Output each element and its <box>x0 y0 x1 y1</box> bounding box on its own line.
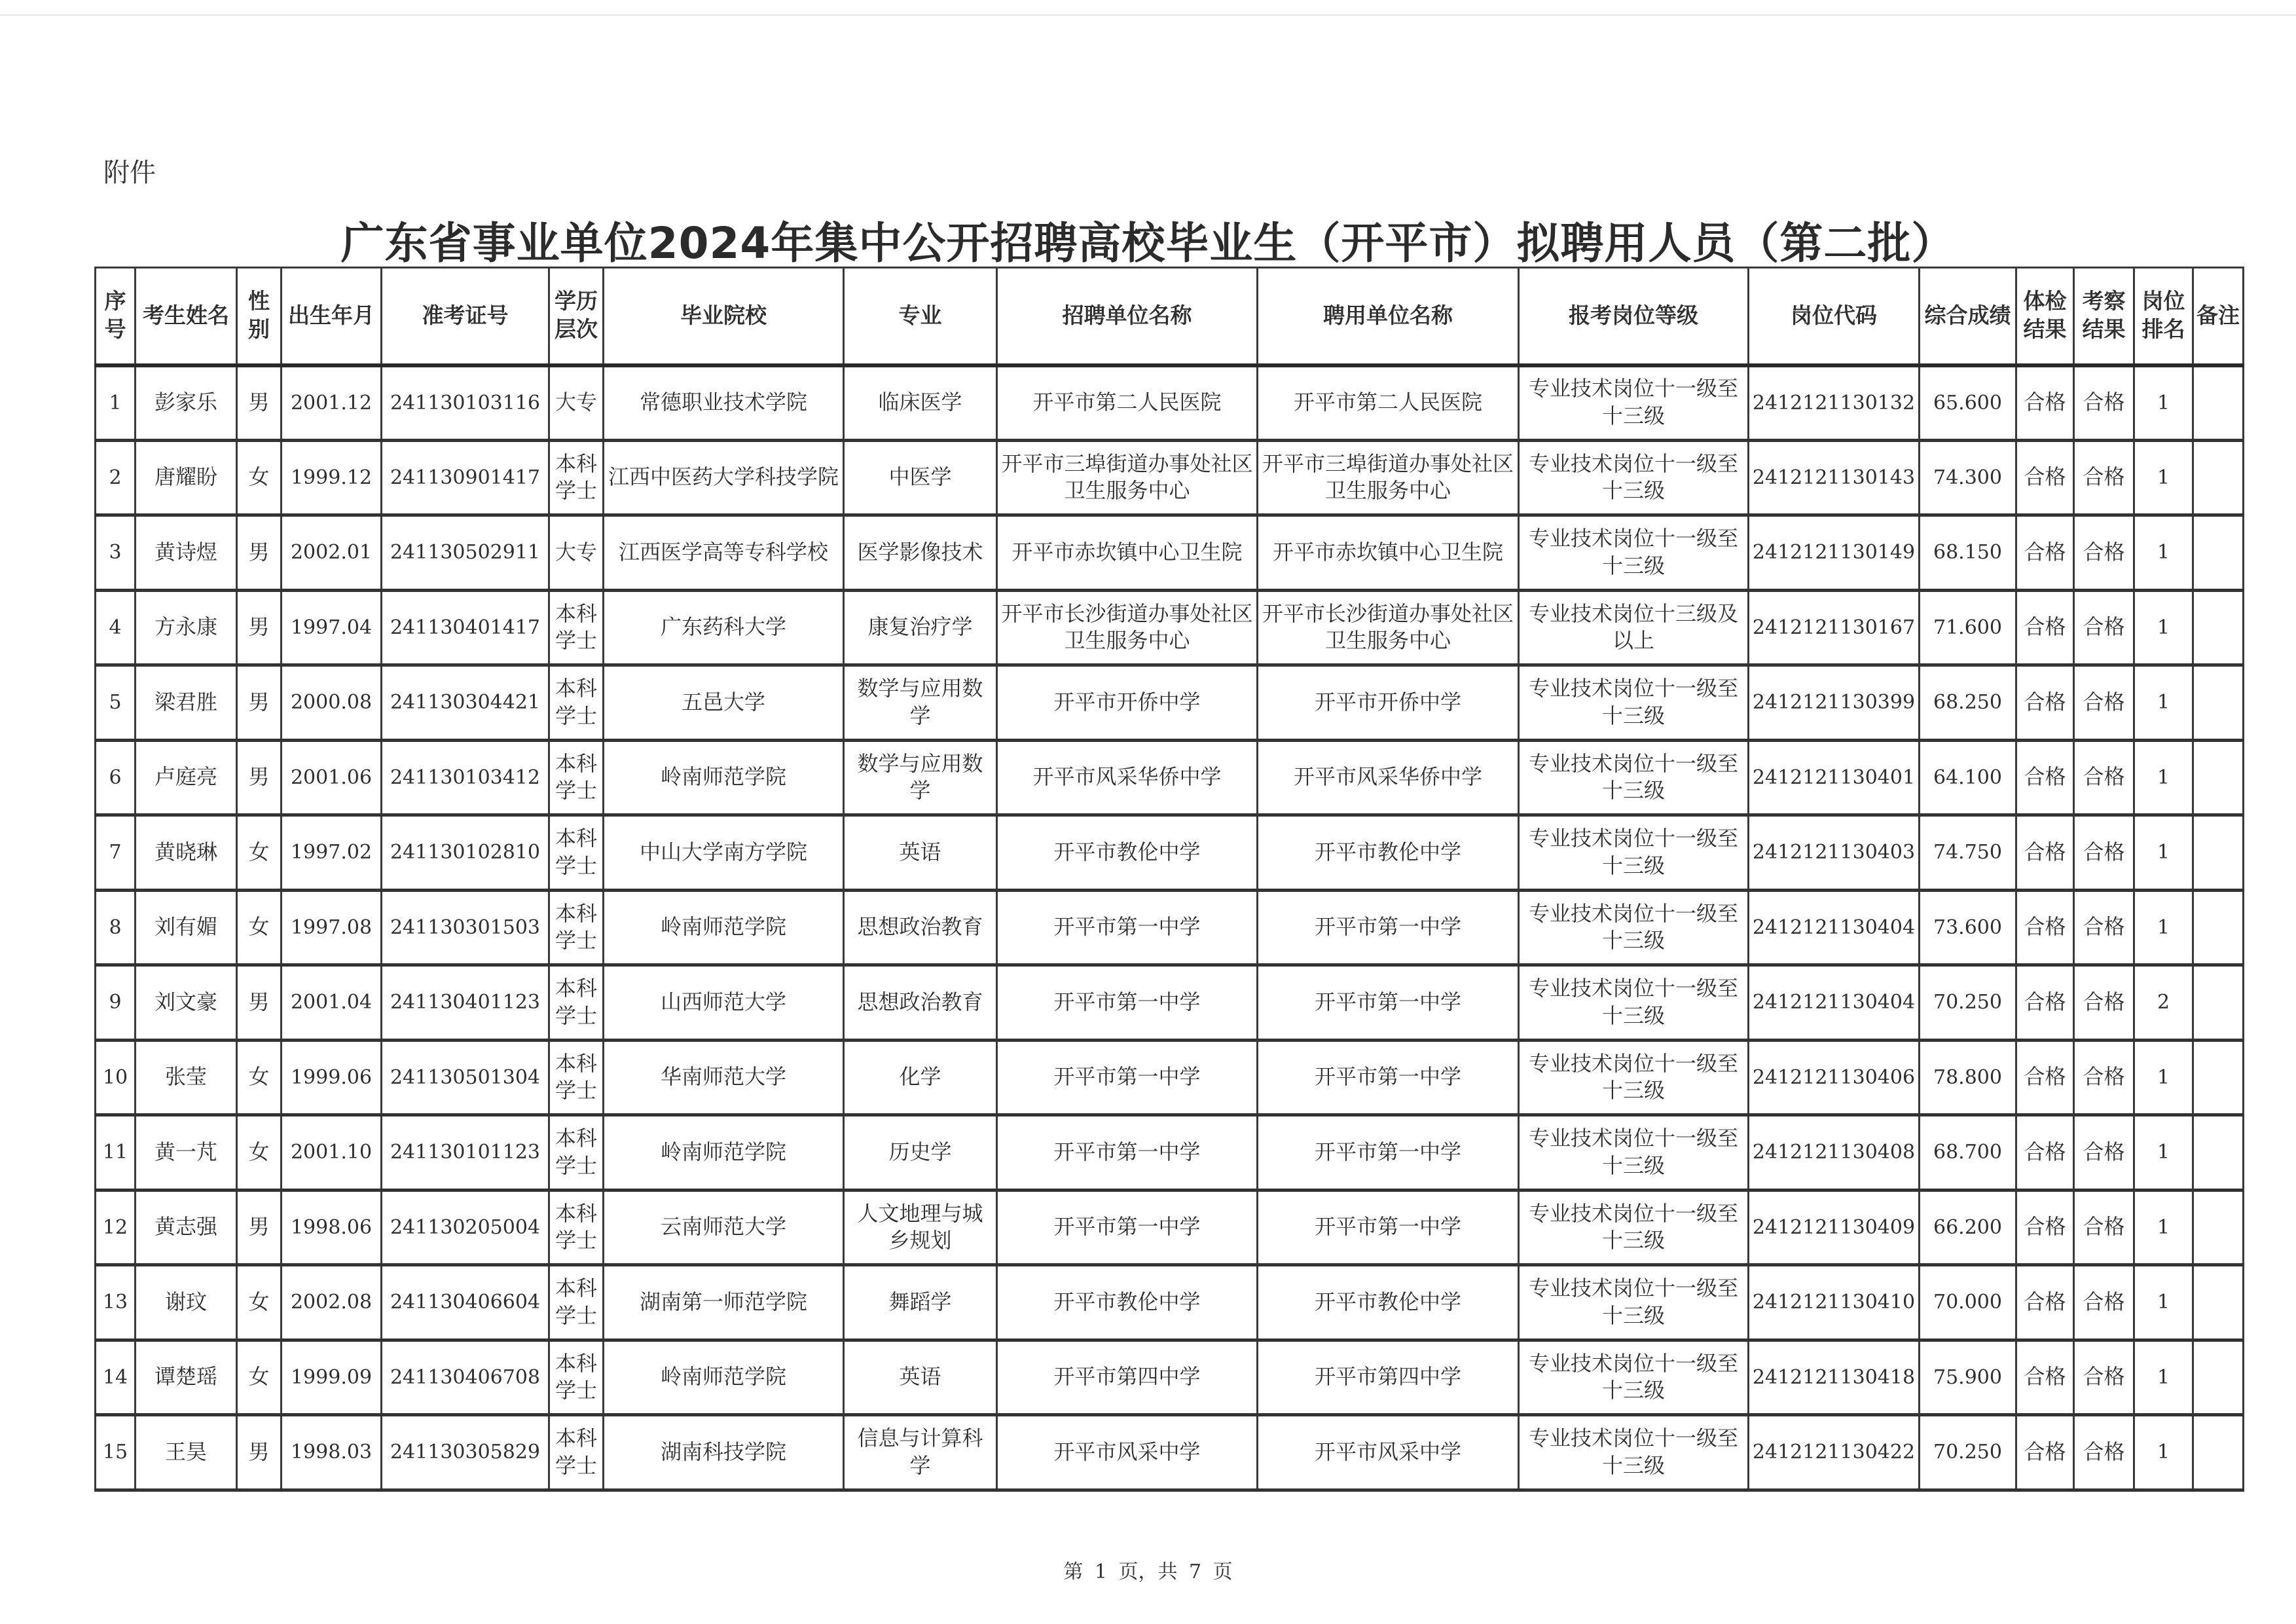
cell-recruiting-unit: 开平市长沙街道办事处社区卫生服务中心 <box>997 590 1258 665</box>
cell-name: 彭家乐 <box>136 365 237 441</box>
cell-post-level: 专业技术岗位十三级及以上 <box>1519 590 1749 665</box>
cell-education: 本科学士 <box>549 590 604 665</box>
cell-score: 70.000 <box>1920 1265 2016 1340</box>
column-header-post-level: 报考岗位等级 <box>1519 268 1749 365</box>
cell-post-code: 2412121130406 <box>1749 1040 1920 1115</box>
cell-education: 本科学士 <box>549 965 604 1041</box>
cell-remarks <box>2193 815 2244 891</box>
cell-name: 黄诗煜 <box>136 515 237 591</box>
cell-medical: 合格 <box>2016 1115 2074 1190</box>
table-row <box>96 665 2244 741</box>
cell-rank: 1 <box>2134 1040 2193 1115</box>
cell-gender: 男 <box>237 590 282 665</box>
cell-post-level: 专业技术岗位十一级至十三级 <box>1519 890 1749 965</box>
cell-post-code: 2412121130132 <box>1749 365 1920 441</box>
cell-school: 岭南师范学院 <box>604 890 844 965</box>
cell-rank: 1 <box>2134 590 2193 665</box>
cell-recruiting-unit: 开平市第一中学 <box>997 965 1258 1041</box>
cell-school: 五邑大学 <box>604 665 844 741</box>
cell-score: 66.200 <box>1920 1190 2016 1265</box>
cell-school: 岭南师范学院 <box>604 1340 844 1415</box>
cell-education: 大专 <box>549 515 604 591</box>
cell-inspection: 合格 <box>2074 1190 2134 1265</box>
cell-rank: 1 <box>2134 515 2193 591</box>
cell-rank: 1 <box>2134 890 2193 965</box>
cell-school: 山西师范大学 <box>604 965 844 1041</box>
cell-recruiting-unit: 开平市第一中学 <box>997 890 1258 965</box>
cell-name: 刘有媚 <box>136 890 237 965</box>
cell-exam-id: 241130101123 <box>382 1115 549 1190</box>
cell-medical: 合格 <box>2016 440 2074 515</box>
cell-score: 71.600 <box>1920 590 2016 665</box>
cell-birth: 2001.04 <box>282 965 382 1041</box>
column-header-exam-id: 准考证号 <box>382 268 549 365</box>
cell-score: 68.700 <box>1920 1115 2016 1190</box>
cell-gender: 男 <box>237 1415 282 1490</box>
cell-post-code: 2412121130410 <box>1749 1265 1920 1340</box>
cell-recruiting-unit: 开平市教伦中学 <box>997 815 1258 891</box>
cell-exam-id: 241130901417 <box>382 440 549 515</box>
cell-medical: 合格 <box>2016 1340 2074 1415</box>
cell-recruiting-unit: 开平市风采中学 <box>997 1415 1258 1490</box>
cell-medical: 合格 <box>2016 815 2074 891</box>
cell-no: 7 <box>96 815 136 891</box>
cell-birth: 1998.03 <box>282 1415 382 1490</box>
column-header-major: 专业 <box>844 268 997 365</box>
cell-gender: 女 <box>237 1040 282 1115</box>
cell-score: 70.250 <box>1920 1415 2016 1490</box>
cell-medical: 合格 <box>2016 1190 2074 1265</box>
cell-rank: 1 <box>2134 440 2193 515</box>
cell-no: 13 <box>96 1265 136 1340</box>
cell-exam-id: 241130401417 <box>382 590 549 665</box>
cell-rank: 1 <box>2134 365 2193 441</box>
cell-medical: 合格 <box>2016 1265 2074 1340</box>
column-header-school: 毕业院校 <box>604 268 844 365</box>
cell-education: 本科学士 <box>549 890 604 965</box>
cell-major: 临床医学 <box>844 365 997 441</box>
cell-major: 英语 <box>844 1340 997 1415</box>
cell-rank: 1 <box>2134 665 2193 741</box>
cell-birth: 1999.09 <box>282 1340 382 1415</box>
cell-major: 英语 <box>844 815 997 891</box>
cell-school: 岭南师范学院 <box>604 1115 844 1190</box>
cell-hiring-unit: 开平市风采中学 <box>1258 1415 1519 1490</box>
cell-gender: 男 <box>237 1190 282 1265</box>
table-row <box>96 1265 2244 1340</box>
cell-inspection: 合格 <box>2074 590 2134 665</box>
cell-post-level: 专业技术岗位十一级至十三级 <box>1519 515 1749 591</box>
cell-medical: 合格 <box>2016 365 2074 441</box>
column-header-birth: 出生年月 <box>282 268 382 365</box>
cell-no: 10 <box>96 1040 136 1115</box>
cell-post-level: 专业技术岗位十一级至十三级 <box>1519 815 1749 891</box>
cell-exam-id: 241130406604 <box>382 1265 549 1340</box>
cell-post-level: 专业技术岗位十一级至十三级 <box>1519 1340 1749 1415</box>
cell-recruiting-unit: 开平市第四中学 <box>997 1340 1258 1415</box>
cell-remarks <box>2193 515 2244 591</box>
column-header-post-code: 岗位代码 <box>1749 268 1920 365</box>
cell-remarks <box>2193 1115 2244 1190</box>
cell-name: 黄一芃 <box>136 1115 237 1190</box>
cell-name: 王昊 <box>136 1415 237 1490</box>
cell-exam-id: 241130301503 <box>382 890 549 965</box>
cell-name: 唐耀盼 <box>136 440 237 515</box>
cell-medical: 合格 <box>2016 1040 2074 1115</box>
cell-gender: 女 <box>237 1265 282 1340</box>
cell-birth: 2001.12 <box>282 365 382 441</box>
cell-score: 70.250 <box>1920 965 2016 1041</box>
cell-inspection: 合格 <box>2074 965 2134 1041</box>
cell-remarks <box>2193 440 2244 515</box>
cell-major: 医学影像技术 <box>844 515 997 591</box>
cell-post-code: 2412121130404 <box>1749 965 1920 1041</box>
cell-score: 73.600 <box>1920 890 2016 965</box>
cell-education: 本科学士 <box>549 1265 604 1340</box>
attachment-label: 附件 <box>103 158 156 188</box>
page-footer: 第 1 页，共 7 页 <box>1063 1560 1233 1583</box>
table-row <box>96 890 2244 965</box>
cell-education: 本科学士 <box>549 440 604 515</box>
cell-recruiting-unit: 开平市第一中学 <box>997 1190 1258 1265</box>
cell-name: 谢玟 <box>136 1265 237 1340</box>
cell-name: 黄晓琳 <box>136 815 237 891</box>
table-row <box>96 965 2244 1041</box>
cell-inspection: 合格 <box>2074 1265 2134 1340</box>
table-row <box>96 590 2244 665</box>
cell-remarks <box>2193 740 2244 815</box>
cell-hiring-unit: 开平市第一中学 <box>1258 965 1519 1041</box>
cell-hiring-unit: 开平市教伦中学 <box>1258 815 1519 891</box>
cell-birth: 2002.08 <box>282 1265 382 1340</box>
cell-recruiting-unit: 开平市第一中学 <box>997 1115 1258 1190</box>
cell-school: 江西中医药大学科技学院 <box>604 440 844 515</box>
cell-gender: 男 <box>237 515 282 591</box>
cell-post-code: 2412121130401 <box>1749 740 1920 815</box>
cell-post-level: 专业技术岗位十一级至十三级 <box>1519 1190 1749 1265</box>
cell-birth: 1999.06 <box>282 1040 382 1115</box>
cell-post-level: 专业技术岗位十一级至十三级 <box>1519 440 1749 515</box>
cell-gender: 女 <box>237 815 282 891</box>
cell-school: 湖南第一师范学院 <box>604 1265 844 1340</box>
cell-no: 8 <box>96 890 136 965</box>
cell-gender: 女 <box>237 1340 282 1415</box>
column-header-hiring-unit: 聘用单位名称 <box>1258 268 1519 365</box>
cell-post-level: 专业技术岗位十一级至十三级 <box>1519 1040 1749 1115</box>
cell-exam-id: 241130304421 <box>382 665 549 741</box>
cell-score: 64.100 <box>1920 740 2016 815</box>
cell-exam-id: 241130305829 <box>382 1415 549 1490</box>
cell-gender: 女 <box>237 890 282 965</box>
table-row <box>96 740 2244 815</box>
cell-hiring-unit: 开平市三埠街道办事处社区卫生服务中心 <box>1258 440 1519 515</box>
cell-major: 思想政治教育 <box>844 890 997 965</box>
cell-post-code: 2412121130399 <box>1749 665 1920 741</box>
cell-inspection: 合格 <box>2074 890 2134 965</box>
table-row <box>96 440 2244 515</box>
cell-rank: 2 <box>2134 965 2193 1041</box>
cell-inspection: 合格 <box>2074 1415 2134 1490</box>
cell-remarks <box>2193 665 2244 741</box>
column-header-score: 综合成绩 <box>1920 268 2016 365</box>
cell-hiring-unit: 开平市第二人民医院 <box>1258 365 1519 441</box>
cell-score: 68.150 <box>1920 515 2016 591</box>
cell-rank: 1 <box>2134 1340 2193 1415</box>
cell-major: 舞蹈学 <box>844 1265 997 1340</box>
cell-birth: 1997.02 <box>282 815 382 891</box>
cell-medical: 合格 <box>2016 590 2074 665</box>
cell-inspection: 合格 <box>2074 365 2134 441</box>
cell-major: 中医学 <box>844 440 997 515</box>
cell-no: 4 <box>96 590 136 665</box>
column-header-inspection: 考察结果 <box>2074 268 2134 365</box>
cell-hiring-unit: 开平市赤坎镇中心卫生院 <box>1258 515 1519 591</box>
cell-inspection: 合格 <box>2074 1340 2134 1415</box>
cell-name: 黄志强 <box>136 1190 237 1265</box>
cell-inspection: 合格 <box>2074 515 2134 591</box>
cell-recruiting-unit: 开平市教伦中学 <box>997 1265 1258 1340</box>
cell-major: 数学与应用数学 <box>844 740 997 815</box>
cell-medical: 合格 <box>2016 890 2074 965</box>
cell-gender: 男 <box>237 740 282 815</box>
cell-hiring-unit: 开平市第四中学 <box>1258 1340 1519 1415</box>
cell-major: 历史学 <box>844 1115 997 1190</box>
cell-medical: 合格 <box>2016 665 2074 741</box>
cell-no: 14 <box>96 1340 136 1415</box>
cell-rank: 1 <box>2134 815 2193 891</box>
cell-school: 湖南科技学院 <box>604 1415 844 1490</box>
cell-education: 本科学士 <box>549 1340 604 1415</box>
cell-exam-id: 241130102810 <box>382 815 549 891</box>
cell-recruiting-unit: 开平市第一中学 <box>997 1040 1258 1115</box>
cell-post-level: 专业技术岗位十一级至十三级 <box>1519 1415 1749 1490</box>
column-header-gender: 性别 <box>237 268 282 365</box>
cell-rank: 1 <box>2134 1190 2193 1265</box>
cell-inspection: 合格 <box>2074 740 2134 815</box>
cell-exam-id: 241130406708 <box>382 1340 549 1415</box>
cell-score: 68.250 <box>1920 665 2016 741</box>
cell-post-level: 专业技术岗位十一级至十三级 <box>1519 965 1749 1041</box>
cell-post-code: 2412121130409 <box>1749 1190 1920 1265</box>
table-row <box>96 815 2244 891</box>
cell-hiring-unit: 开平市第一中学 <box>1258 1190 1519 1265</box>
cell-hiring-unit: 开平市风采华侨中学 <box>1258 740 1519 815</box>
column-header-education: 学历层次 <box>549 268 604 365</box>
cell-remarks <box>2193 1265 2244 1340</box>
cell-gender: 女 <box>237 440 282 515</box>
cell-no: 1 <box>96 365 136 441</box>
cell-school: 常德职业技术学院 <box>604 365 844 441</box>
cell-name: 张莹 <box>136 1040 237 1115</box>
cell-no: 15 <box>96 1415 136 1490</box>
cell-remarks <box>2193 1415 2244 1490</box>
cell-school: 江西医学高等专科学校 <box>604 515 844 591</box>
cell-inspection: 合格 <box>2074 1040 2134 1115</box>
cell-remarks <box>2193 890 2244 965</box>
table-row <box>96 365 2244 441</box>
cell-inspection: 合格 <box>2074 1115 2134 1190</box>
cell-major: 化学 <box>844 1040 997 1115</box>
table-row <box>96 1190 2244 1265</box>
cell-no: 9 <box>96 965 136 1041</box>
cell-no: 5 <box>96 665 136 741</box>
cell-post-code: 2412121130143 <box>1749 440 1920 515</box>
cell-birth: 1997.04 <box>282 590 382 665</box>
cell-name: 刘文豪 <box>136 965 237 1041</box>
cell-hiring-unit: 开平市第一中学 <box>1258 1115 1519 1190</box>
cell-birth: 2001.10 <box>282 1115 382 1190</box>
cell-medical: 合格 <box>2016 515 2074 591</box>
cell-school: 岭南师范学院 <box>604 740 844 815</box>
column-header-recruiting-unit: 招聘单位名称 <box>997 268 1258 365</box>
cell-name: 卢庭亮 <box>136 740 237 815</box>
page-top-edge <box>0 14 2296 16</box>
cell-major: 思想政治教育 <box>844 965 997 1041</box>
cell-post-code: 2412121130408 <box>1749 1115 1920 1190</box>
cell-name: 方永康 <box>136 590 237 665</box>
cell-score: 65.600 <box>1920 365 2016 441</box>
table-row <box>96 1415 2244 1490</box>
cell-remarks <box>2193 1190 2244 1265</box>
column-header-name: 考生姓名 <box>136 268 237 365</box>
cell-school: 云南师范大学 <box>604 1190 844 1265</box>
cell-exam-id: 241130401123 <box>382 965 549 1041</box>
cell-hiring-unit: 开平市第一中学 <box>1258 890 1519 965</box>
cell-exam-id: 241130103412 <box>382 740 549 815</box>
cell-inspection: 合格 <box>2074 815 2134 891</box>
cell-exam-id: 241130103116 <box>382 365 549 441</box>
cell-education: 本科学士 <box>549 1190 604 1265</box>
column-header-no: 序号 <box>96 268 136 365</box>
table-row <box>96 1040 2244 1115</box>
cell-major: 信息与计算科学 <box>844 1415 997 1490</box>
column-header-remarks: 备注 <box>2193 268 2244 365</box>
cell-medical: 合格 <box>2016 965 2074 1041</box>
cell-exam-id: 241130205004 <box>382 1190 549 1265</box>
column-header-rank: 岗位排名 <box>2134 268 2193 365</box>
cell-recruiting-unit: 开平市开侨中学 <box>997 665 1258 741</box>
cell-post-code: 2412121130149 <box>1749 515 1920 591</box>
cell-exam-id: 241130502911 <box>382 515 549 591</box>
cell-gender: 男 <box>237 665 282 741</box>
table-row <box>96 515 2244 591</box>
cell-gender: 男 <box>237 365 282 441</box>
cell-score: 78.800 <box>1920 1040 2016 1115</box>
cell-rank: 1 <box>2134 1115 2193 1190</box>
cell-no: 3 <box>96 515 136 591</box>
cell-recruiting-unit: 开平市第二人民医院 <box>997 365 1258 441</box>
cell-recruiting-unit: 开平市三埠街道办事处社区卫生服务中心 <box>997 440 1258 515</box>
cell-post-code: 2412121130422 <box>1749 1415 1920 1490</box>
cell-major: 数学与应用数学 <box>844 665 997 741</box>
hiring-roster-table <box>94 267 2244 1492</box>
cell-inspection: 合格 <box>2074 440 2134 515</box>
document-title: 广东省事业单位2024年集中公开招聘高校毕业生（开平市）拟聘用人员（第二批） <box>340 218 1956 268</box>
cell-post-code: 2412121130418 <box>1749 1340 1920 1415</box>
cell-post-code: 2412121130167 <box>1749 590 1920 665</box>
table-body <box>96 365 2244 1490</box>
cell-exam-id: 241130501304 <box>382 1040 549 1115</box>
cell-no: 12 <box>96 1190 136 1265</box>
cell-rank: 1 <box>2134 1265 2193 1340</box>
cell-medical: 合格 <box>2016 740 2074 815</box>
cell-education: 本科学士 <box>549 740 604 815</box>
cell-hiring-unit: 开平市教伦中学 <box>1258 1265 1519 1340</box>
cell-score: 75.900 <box>1920 1340 2016 1415</box>
cell-birth: 2002.01 <box>282 515 382 591</box>
cell-remarks <box>2193 1340 2244 1415</box>
cell-education: 本科学士 <box>549 815 604 891</box>
cell-post-level: 专业技术岗位十一级至十三级 <box>1519 665 1749 741</box>
cell-remarks <box>2193 590 2244 665</box>
cell-major: 人文地理与城乡规划 <box>844 1190 997 1265</box>
cell-education: 大专 <box>549 365 604 441</box>
cell-school: 广东药科大学 <box>604 590 844 665</box>
cell-education: 本科学士 <box>549 1040 604 1115</box>
table-row <box>96 1340 2244 1415</box>
cell-major: 康复治疗学 <box>844 590 997 665</box>
cell-medical: 合格 <box>2016 1415 2074 1490</box>
column-header-medical: 体检结果 <box>2016 268 2074 365</box>
cell-school: 中山大学南方学院 <box>604 815 844 891</box>
cell-no: 2 <box>96 440 136 515</box>
cell-post-code: 2412121130404 <box>1749 890 1920 965</box>
cell-post-code: 2412121130403 <box>1749 815 1920 891</box>
cell-birth: 1997.08 <box>282 890 382 965</box>
cell-education: 本科学士 <box>549 665 604 741</box>
cell-inspection: 合格 <box>2074 665 2134 741</box>
cell-education: 本科学士 <box>549 1415 604 1490</box>
cell-remarks <box>2193 365 2244 441</box>
cell-no: 11 <box>96 1115 136 1190</box>
cell-hiring-unit: 开平市开侨中学 <box>1258 665 1519 741</box>
cell-post-level: 专业技术岗位十一级至十三级 <box>1519 740 1749 815</box>
cell-rank: 1 <box>2134 1415 2193 1490</box>
cell-post-level: 专业技术岗位十一级至十三级 <box>1519 365 1749 441</box>
cell-birth: 2001.06 <box>282 740 382 815</box>
table-header-row <box>96 268 2244 365</box>
cell-birth: 1999.12 <box>282 440 382 515</box>
cell-birth: 2000.08 <box>282 665 382 741</box>
cell-post-level: 专业技术岗位十一级至十三级 <box>1519 1115 1749 1190</box>
cell-hiring-unit: 开平市第一中学 <box>1258 1040 1519 1115</box>
cell-score: 74.750 <box>1920 815 2016 891</box>
cell-no: 6 <box>96 740 136 815</box>
cell-name: 谭楚瑶 <box>136 1340 237 1415</box>
table-row <box>96 1115 2244 1190</box>
cell-name: 梁君胜 <box>136 665 237 741</box>
cell-school: 华南师范大学 <box>604 1040 844 1115</box>
cell-hiring-unit: 开平市长沙街道办事处社区卫生服务中心 <box>1258 590 1519 665</box>
cell-recruiting-unit: 开平市赤坎镇中心卫生院 <box>997 515 1258 591</box>
cell-remarks <box>2193 965 2244 1041</box>
cell-remarks <box>2193 1040 2244 1115</box>
cell-score: 74.300 <box>1920 440 2016 515</box>
cell-education: 本科学士 <box>549 1115 604 1190</box>
cell-post-level: 专业技术岗位十一级至十三级 <box>1519 1265 1749 1340</box>
cell-recruiting-unit: 开平市风采华侨中学 <box>997 740 1258 815</box>
cell-gender: 女 <box>237 1115 282 1190</box>
cell-rank: 1 <box>2134 740 2193 815</box>
cell-gender: 男 <box>237 965 282 1041</box>
cell-birth: 1998.06 <box>282 1190 382 1265</box>
